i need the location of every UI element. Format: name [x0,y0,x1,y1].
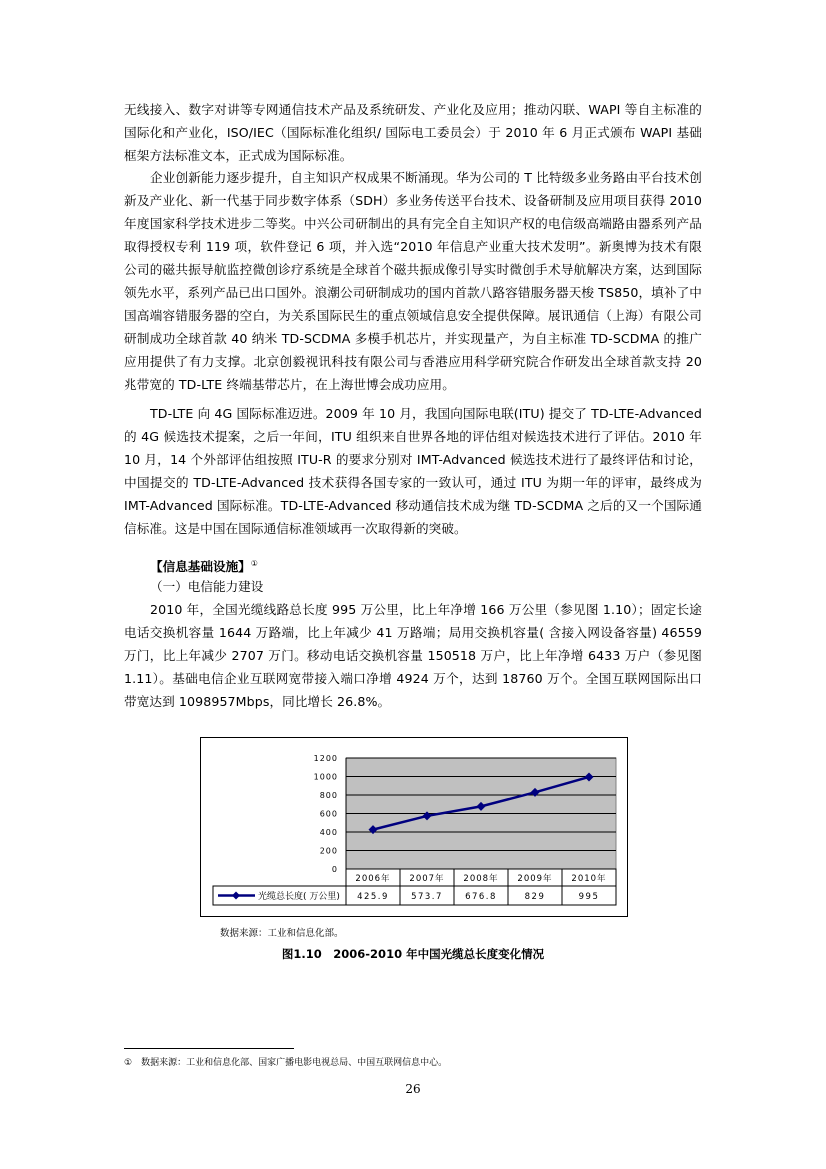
y-tick-label: 400 [319,828,338,837]
legend-label: 光缆总长度( 万公里) [258,892,340,902]
footnote-marker: ① [250,559,258,568]
page-number: 26 [405,1082,421,1096]
chart-source-note: 数据来源：工业和信息化部。 [220,928,344,939]
paragraph-td-lte: TD-LTE 向 4G 国际标准迈进。2009 年 10 月，我国向国际电联(ITU) 提交了 TD-LTE-Advanced 的 4G 候选技术提案，之后一年间，ITU 组织来自世界各地的评估组对候选技术进行了评估。2010 年 10 月，14 个外部评估组按照 ITU-R 的要求分别对 IMT-Advanced 候选技术进行了最终评估和讨论，中国提交的 TD-LTE-Advanced 技术获得各国专家的一致认可，通过 ITU 为期一年的评审，最终成为 IMT-Advanced 国际标准。TD-LTE-Advanced 移动通信技术成为继 TD-SCDMA 之后的又一个国际通信标准。这是中国在国际通信标准领域再一次取得新的突破。 [124,406,702,536]
y-tick-label: 1200 [313,754,338,763]
y-tick-label: 600 [319,809,338,819]
y-tick-label: 1000 [313,772,338,782]
footnote-text: ① 数据来源：工业和信息化部、国家广播电影电视总局、中国互联网信息中心。 [124,1058,448,1068]
chart-frame [200,737,628,917]
data-label: 995 [578,892,600,902]
section-heading-text: 【信息基础设施】 [150,559,251,575]
subsection-heading: （一）电信能力建设 [150,579,264,594]
data-label: 829 [524,892,546,902]
y-tick-label: 0 [331,865,338,874]
figure-caption: 图1.10 2006-2010 年中国光缆总长度变化情况 [281,947,545,961]
data-label: 425.9 [357,892,389,902]
data-label: 676.8 [465,892,497,902]
paragraph-wapi-standard: 无线接入、数字对讲等专网通信技术产品及系统研发、产业化及应用；推动闪联、WAPI 等自主标准的国际化和产业化，ISO/IEC（国际标准化组织/ 国际电工委员会）于 2010 年 6 月正式颁布 WAPI 基础框架方法标准文本，正式成为国际标准。 [124,102,702,163]
x-tick-label: 2006年 [355,874,391,884]
paragraph-enterprise-innovation: 企业创新能力逐步提升，自主知识产权成果不断涌现。华为公司的 T 比特级多业务路由平台技术创新及产业化、新一代基于同步数字体系（SDH）多业务传送平台技术、设备研制及应用项目获得 2010 年度国家科学技术进步二等奖。中兴公司研制出的具有完全自主知识产权的电信级高端路由器系列产品取得授权专利 119 项，软件登记 6 项，并入选“2010 年信息产业重大技术发明”。新奥博为技术有限公司的磁共振导航监控微创诊疗系统是全球首个磁共振成像引导实时微创手术导航解决方案，达到国际领先水平，系列产品已出口国外。浪潮公司研制成功的国内首款八路容错服务器天梭 TS850，填补了中国高端容错服务器的空白，为关系国际民生的重点领域信息安全提供保障。展讯通信（上海）有限公司研制成功全球首款 40 纳米 TD-SCDMA 多模手机芯片，并实现量产，为自主标准 TD-SCDMA 的推广应用提供了有力支撑。北京创毅视讯科技有限公司与香港应用科学研究院合作研发出全球首款支持 20 兆带宽的 TD-LTE 终端基带芯片，在上海世博会成功应用。 [124,170,702,392]
y-tick-label: 800 [319,791,338,800]
data-label: 573.7 [411,892,443,902]
x-tick-label: 2007年 [409,874,445,884]
y-tick-label: 200 [319,846,338,856]
x-tick-label: 2010年 [571,874,607,884]
paragraph-telecom-capacity: 2010 年，全国光缆线路总长度 995 万公里，比上年净增 166 万公里（参见图 1.10）；固定长途电话交换机容量 1644 万路端，比上年减少 41 万路端；局用交换机容量( 含接入网设备容量) 46559 万门，比上年减少 2707 万门。移动电话交换机容量 150518 万户，比上年净增 6433 万户（参见图 1.11）。基础电信企业互联网宽带接入端口净增 4924 万个，达到 18760 万个。全国互联网国际出口带宽达到 1098957Mbps，同比增长 26.8%。 [124,602,702,709]
fiber-length-chart [201,738,627,916]
x-tick-label: 2008年 [463,874,499,884]
footnote-divider [124,1048,294,1049]
x-tick-label: 2009年 [517,874,553,884]
